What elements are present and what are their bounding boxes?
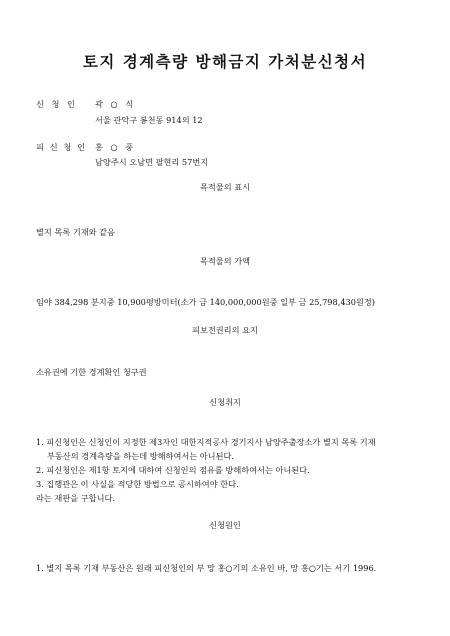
respondent-address: 남양주시 오남면 팔현리 57번지 (95, 157, 209, 167)
purpose-item: 2. 피신청인은 제1항 토지에 대하여 신청인의 점유를 방해하여서는 아니된다. (36, 465, 310, 475)
reason-item: 1. 별지 목록 기재 부동산은 원래 피신청인의 부 망 홍○기의 소유인 바, 망 홍○기는 서기 1996. (36, 563, 377, 573)
applicant-address: 서울 관악구 봉천동 914의 12 (95, 115, 203, 125)
value-heading: 목적물의 가액 (199, 256, 251, 266)
respondent-name: 홍 ○ 풍 (95, 142, 136, 152)
purpose-item: 부동산의 경계측량을 하는데 방해하여서는 아니된다. (47, 451, 235, 461)
applicant-label: 신 청 인 (36, 99, 78, 109)
document-title: 토지 경계측량 방해금지 가처분신청서 (82, 52, 368, 71)
purpose-item: 라는 재판을 구합니다. (36, 493, 115, 503)
respondent-label: 피 신 청 인 (36, 142, 87, 152)
purpose-heading: 신청취지 (209, 397, 241, 407)
object-text: 별지 목록 기재와 같음 (36, 227, 115, 237)
value-text: 임야 384,298 분지중 10,900평방미터(소가 금 140,000,000원중 일부 금 25,798,430원정) (36, 297, 375, 307)
right-heading: 피보전권리의 요지 (192, 325, 258, 335)
object-heading: 목적물의 표시 (199, 182, 251, 192)
applicant-name: 곽 ○ 식 (95, 99, 136, 109)
purpose-item: 3. 집행관은 이 사실을 적당한 방법으로 공시하여야 한다. (36, 479, 239, 489)
right-text: 소유권에 기한 경계확인 청구권 (36, 367, 147, 377)
purpose-item: 1. 피신청인은 신청인이 지정한 제3자인 대한지적공사 경기지사 남양주출장소가 별지 목록 기재 (36, 437, 376, 447)
reason-heading: 신청원인 (209, 520, 241, 530)
